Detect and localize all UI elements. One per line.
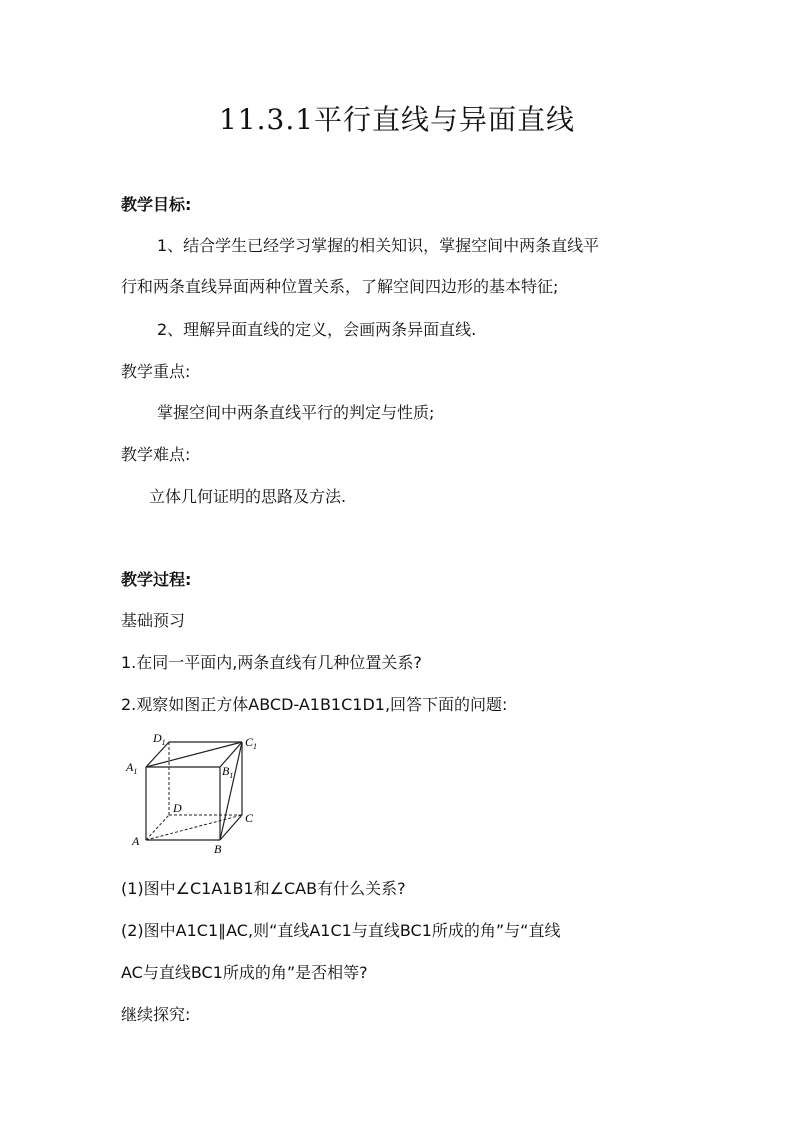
label-C1: $C_1$ [245,735,258,751]
difficulty-heading: 教学难点: [121,445,191,464]
edge-A-D [146,815,169,840]
sub-question-2-line-1: (2)图中A1C1∥AC,则“直线A1C1与直线BC1所成的角”与“直线 [121,921,561,940]
label-C: C [245,811,254,825]
objective-1-line-1: 1、结合学生已经学习掌握的相关知识，掌握空间中两条直线平 [157,236,600,255]
cube-figure [124,728,264,858]
label-D1: $D_1$ [153,731,166,747]
objectives-heading: 教学目标: [121,195,192,214]
edge-A-C [146,815,242,840]
continue-heading: 继续探究: [121,1005,191,1024]
page-title: 11.3.1平行直线与异面直线 [218,103,576,136]
objective-1-line-2: 行和两条直线异面两种位置关系，了解空间四边形的基本特征; [121,277,559,296]
objective-2: 2、理解异面直线的定义，会画两条异面直线. [157,320,477,339]
label-B: B [214,842,222,856]
difficulty-text: 立体几何证明的思路及方法. [149,487,347,506]
key-point-text: 掌握空间中两条直线平行的判定与性质; [157,403,435,422]
label-A1: $A_1$ [126,760,138,776]
label-A: A [132,834,140,848]
label-D: D [173,801,182,815]
process-heading: 教学过程: [121,570,192,589]
preview-heading: 基础预习 [121,611,186,630]
question-1: 1.在同一平面内,两条直线有几种位置关系? [121,653,422,672]
key-point-heading: 教学重点: [121,362,191,381]
question-2: 2.观察如图正方体ABCD-A1B1C1D1,回答下面的问题: [121,695,508,714]
sub-question-2-line-2: AC与直线BC1所成的角”是否相等? [121,963,368,982]
edge-B-C1 [220,742,242,840]
label-B1: $B_1$ [222,764,234,780]
sub-question-1: (1)图中∠C1A1B1和∠CAB有什么关系? [121,879,406,898]
